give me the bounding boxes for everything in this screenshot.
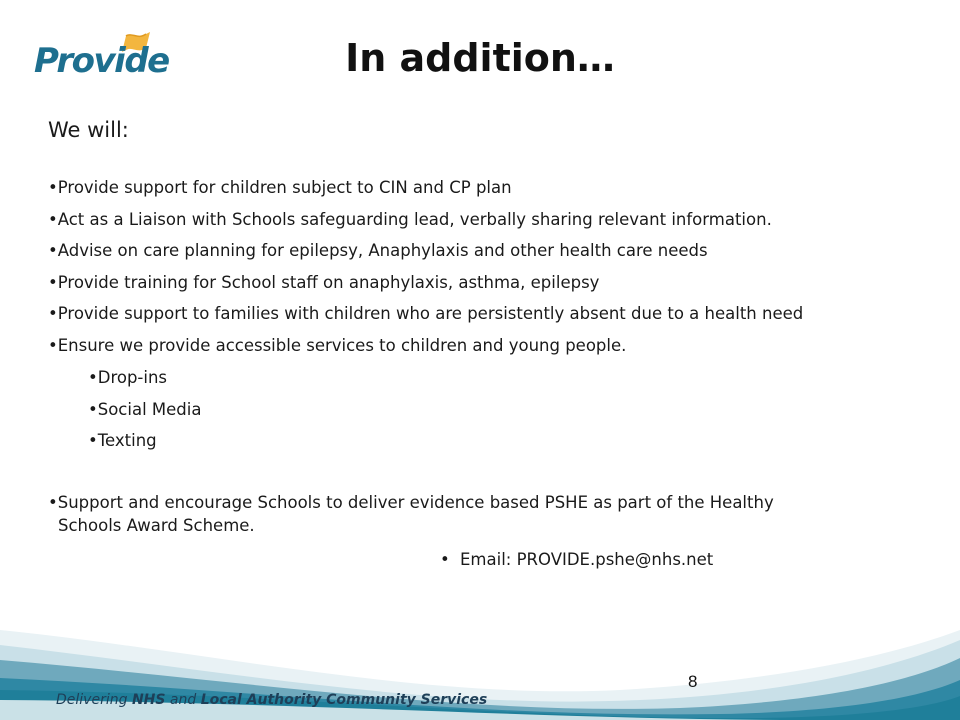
bullet-list — [48, 178, 928, 367]
subtitle: We will: — [48, 118, 129, 142]
page-number: 8 — [688, 672, 698, 691]
list-item: • Advise on care planning for epilepsy, Anaphylaxis and other health care needs — [48, 241, 928, 273]
footer-tagline — [56, 692, 487, 708]
page-title: In addition… — [345, 36, 615, 80]
email-line: • Email: PROVIDE.pshe@nhs.net — [440, 550, 714, 569]
bottom-bullet-line1: Support and encourage Schools to deliver evidence based PSHE as part of the Healthy — [57, 493, 774, 512]
bottom-bullet: •Support and encourage Schools to deliver evidence based PSHE as part of the Healthy Schools Award Scheme. — [48, 491, 878, 537]
footer-bold2: Local Authority Community Services — [200, 692, 488, 708]
email-text: Email: PROVIDE.pshe@nhs.net — [460, 550, 714, 569]
bottom-bullet-line2: Schools Award Scheme. — [58, 516, 255, 536]
list-item: • Social Media — [88, 400, 201, 432]
sub-bullet-list — [88, 368, 201, 463]
list-item: • Provide support for children subject to CIN and CP plan — [48, 178, 928, 210]
logo-text: Provide — [34, 41, 169, 81]
footer-middle: and — [165, 692, 201, 708]
footer-bold: NHS — [131, 692, 166, 708]
list-item: • Drop-ins — [88, 368, 201, 400]
list-item: • Texting — [88, 431, 201, 463]
list-item: • Act as a Liaison with Schools safeguarding lead, verbally sharing relevant information. — [48, 210, 928, 242]
footer-prefix: Delivering — [56, 692, 132, 708]
list-item: • Ensure we provide accessible services to children and young people. — [48, 336, 928, 368]
list-item: • Provide support to families with children who are persistently absent due to a health need — [48, 304, 928, 336]
list-item: • Provide training for School staff on anaphylaxis, asthma, epilepsy — [48, 273, 928, 305]
